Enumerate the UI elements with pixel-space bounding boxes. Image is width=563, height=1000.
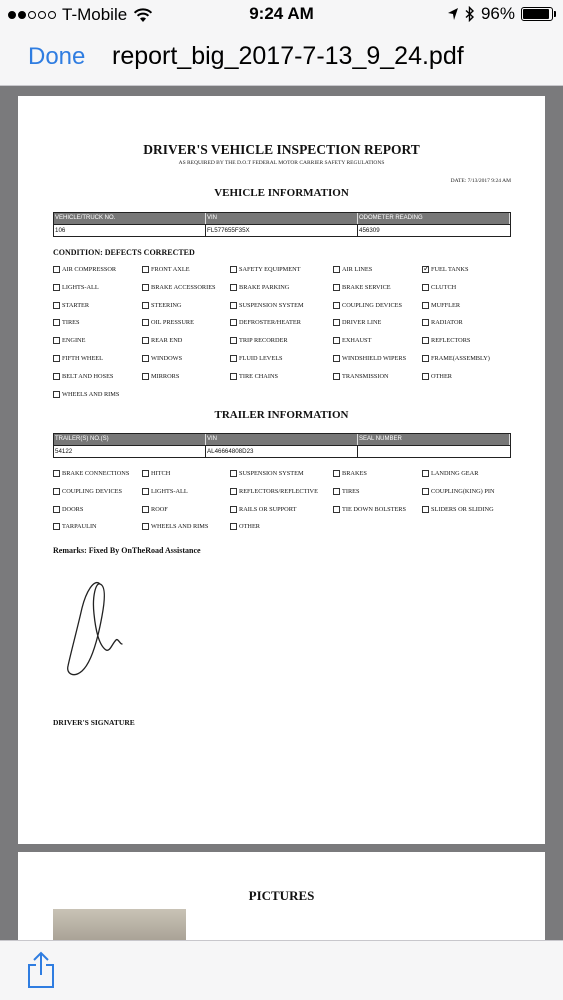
status-right xyxy=(447,4,553,24)
checkbox[interactable] xyxy=(333,355,340,362)
checkbox[interactable] xyxy=(333,470,340,477)
table-header: TRAILER(S) NO.(S) xyxy=(54,434,206,445)
checkbox[interactable] xyxy=(142,373,149,380)
checklist-item-label: COUPLING DEVICES xyxy=(62,487,122,495)
pdf-viewer[interactable] xyxy=(0,86,563,940)
checklist-item-label: TARPAULIN xyxy=(62,523,97,531)
checkbox[interactable] xyxy=(142,470,149,477)
table-cell xyxy=(358,445,510,457)
trailer-info-table xyxy=(53,433,511,458)
checkbox[interactable] xyxy=(333,488,340,495)
signature-image xyxy=(48,574,138,684)
checkbox[interactable] xyxy=(333,319,340,326)
pdf-page-1 xyxy=(18,96,545,844)
checklist-item-label: WINDOWS xyxy=(151,355,183,362)
checklist-item[interactable] xyxy=(230,373,278,380)
checkbox[interactable] xyxy=(142,284,149,291)
checklist-item-label: OTHER xyxy=(239,523,260,531)
checklist-item-label: BRAKE CONNECTIONS xyxy=(62,470,130,477)
checkbox[interactable] xyxy=(142,266,149,273)
checklist-item-label: FUEL TANKS xyxy=(431,266,469,273)
vehicle-info-title: VEHICLE INFORMATION xyxy=(214,187,349,199)
checklist-item[interactable] xyxy=(142,284,216,291)
table-cell: 54122 xyxy=(54,445,206,457)
checklist-item[interactable] xyxy=(333,266,372,273)
checkbox[interactable] xyxy=(230,337,237,344)
checklist-item-label: MIRRORS xyxy=(151,372,180,380)
table-header: ODOMETER READING xyxy=(358,213,510,224)
checklist-item-label: TIE DOWN BOLSTERS xyxy=(342,505,407,513)
checkbox[interactable] xyxy=(422,373,429,380)
checklist-item[interactable] xyxy=(142,337,182,344)
vehicle-info-table xyxy=(53,212,511,237)
checklist-item[interactable] xyxy=(53,302,89,309)
checklist-item[interactable] xyxy=(142,373,179,380)
checkbox[interactable] xyxy=(230,523,237,530)
checklist-item-label: BRAKE ACCESSORIES xyxy=(151,283,216,291)
checklist-item[interactable] xyxy=(333,373,389,380)
checkbox[interactable] xyxy=(53,523,60,530)
checklist-item-label: FRONT AXLE xyxy=(151,266,190,273)
battery-level xyxy=(523,9,549,19)
checklist-item-label: WHEELS AND RIMS xyxy=(151,523,209,531)
nav-bar xyxy=(0,30,563,86)
checklist-item-label: AIR COMPRESSOR xyxy=(62,266,117,273)
condition-title: CONDITION: DEFECTS CORRECTED xyxy=(53,248,195,257)
checkbox[interactable] xyxy=(230,506,237,513)
checklist-item-label: LANDING GEAR xyxy=(431,470,479,477)
checkbox[interactable] xyxy=(53,488,60,495)
checklist-item[interactable] xyxy=(333,470,367,477)
checkbox[interactable] xyxy=(422,506,429,513)
checklist-item-label: ENGINE xyxy=(62,337,86,345)
checklist-item[interactable] xyxy=(333,488,360,495)
status-time: 9:24 AM xyxy=(249,4,314,23)
checklist-item[interactable] xyxy=(230,355,283,362)
report-date: DATE: 7/13/2017 9:24 AM xyxy=(450,178,511,184)
checkbox[interactable] xyxy=(53,470,60,477)
share-icon[interactable] xyxy=(26,951,56,989)
checklist-item-label: FRAME(ASSEMBLY) xyxy=(431,355,490,362)
remarks: Remarks: Fixed By OnTheRoad Assistance xyxy=(53,546,201,555)
checklist-item[interactable] xyxy=(142,266,190,273)
checkbox[interactable] xyxy=(142,506,149,513)
checklist-item-label: DOORS xyxy=(62,505,84,513)
checklist-item-label: BRAKE PARKING xyxy=(239,283,290,291)
checklist-item[interactable] xyxy=(53,319,80,326)
checklist-item-label: SLIDERS OR SLIDING xyxy=(431,505,494,513)
checklist-item-label: TIRES xyxy=(62,319,80,327)
checklist-item-label: OTHER xyxy=(431,372,452,380)
checklist-item[interactable] xyxy=(142,355,182,362)
checklist-item-label: RADIATOR xyxy=(431,319,463,327)
checklist-item[interactable] xyxy=(53,391,119,398)
checklist-item-label: SAFETY EQUIPMENT xyxy=(239,266,301,273)
checklist-item[interactable] xyxy=(333,284,391,291)
checklist-item[interactable] xyxy=(422,337,470,344)
table-cell: AL46664808D23 xyxy=(206,445,358,457)
checkbox[interactable] xyxy=(142,523,149,530)
checklist-item[interactable] xyxy=(53,355,103,362)
table-cell: 456309 xyxy=(358,224,510,236)
checkbox[interactable] xyxy=(422,337,429,344)
checklist-item-label: RAILS OR SUPPORT xyxy=(239,505,297,513)
battery-percent: 96% xyxy=(480,4,515,23)
checklist-item[interactable] xyxy=(142,523,208,530)
checkbox[interactable] xyxy=(230,284,237,291)
checklist-item[interactable] xyxy=(333,506,406,513)
checklist-item[interactable] xyxy=(230,488,318,495)
checklist-item-label: AIR LINES xyxy=(342,266,373,273)
checklist-item[interactable] xyxy=(53,470,129,477)
checklist-item[interactable] xyxy=(422,266,468,273)
checklist-item-label: BELT AND HOSES xyxy=(62,372,114,380)
checkbox[interactable] xyxy=(53,373,60,380)
checkbox[interactable] xyxy=(422,488,429,495)
table-header: SEAL NUMBER xyxy=(358,434,510,445)
checklist-item-label: STEERING xyxy=(151,301,182,309)
table-header: VIN xyxy=(206,434,358,445)
checkbox[interactable] xyxy=(333,284,340,291)
checklist-item-label: DRIVER LINE xyxy=(342,319,382,327)
checkbox[interactable] xyxy=(142,302,149,309)
checkbox[interactable] xyxy=(333,373,340,380)
checklist-item-label: COUPLING DEVICES xyxy=(342,301,402,309)
checklist-item[interactable] xyxy=(53,266,116,273)
battery-icon xyxy=(521,7,553,21)
checkbox[interactable] xyxy=(333,337,340,344)
checklist-item[interactable] xyxy=(230,506,296,513)
trailer-info-title: TRAILER INFORMATION xyxy=(214,409,349,421)
checklist-item[interactable] xyxy=(53,337,85,344)
signature-label: DRIVER'S SIGNATURE xyxy=(53,718,135,727)
checklist-item[interactable] xyxy=(230,284,289,291)
table-header: VIN xyxy=(206,213,358,224)
checklist-item-label: SUSPENSION SYSTEM xyxy=(239,470,304,477)
checklist-item[interactable] xyxy=(422,506,494,513)
checklist-item-label: REFLECTORS/REFLECTIVE xyxy=(239,487,318,495)
pdf-page-2 xyxy=(18,852,545,940)
checklist-item[interactable] xyxy=(422,355,490,362)
inspection-photo xyxy=(53,909,186,940)
checklist-item[interactable] xyxy=(53,284,99,291)
checkbox[interactable] xyxy=(422,284,429,291)
checklist-item-label: FIFTH WHEEL xyxy=(62,355,103,362)
checkbox[interactable] xyxy=(422,470,429,477)
checkbox-checked[interactable] xyxy=(422,266,429,273)
checkbox[interactable] xyxy=(53,319,60,326)
checklist-item[interactable] xyxy=(53,506,83,513)
checkbox[interactable] xyxy=(422,319,429,326)
checklist-item-label: SUSPENSION SYSTEM xyxy=(239,301,304,309)
checklist-item-label: MUFFLER xyxy=(431,301,461,309)
table-cell: FL577655F35X xyxy=(206,224,358,236)
checklist-item[interactable] xyxy=(333,337,371,344)
checklist-item-label: TIRE CHAINS xyxy=(239,372,279,380)
checkbox[interactable] xyxy=(53,391,60,398)
checklist-item[interactable] xyxy=(422,488,495,495)
checklist-item-label: BRAKES xyxy=(342,470,367,477)
checklist-item-label: STARTER xyxy=(62,301,90,309)
checklist-item-label: LIGHTS-ALL xyxy=(151,487,188,495)
checkbox[interactable] xyxy=(230,302,237,309)
document-title: report_big_2017-7-13_9_24.pdf xyxy=(112,42,464,70)
checklist-item[interactable] xyxy=(422,319,463,326)
checklist-item-label: HITCH xyxy=(151,470,171,477)
checkbox[interactable] xyxy=(333,266,340,273)
checklist-item[interactable] xyxy=(422,302,460,309)
table-cell: 106 xyxy=(54,224,206,236)
checklist-item[interactable] xyxy=(230,319,301,326)
checkbox[interactable] xyxy=(142,355,149,362)
checklist-item-label: COUPLING(KING) PIN xyxy=(431,487,495,495)
checklist-item[interactable] xyxy=(230,337,288,344)
checklist-item-label: WINDSHIELD WIPERS xyxy=(342,355,407,362)
checklist-item[interactable] xyxy=(333,319,381,326)
checklist-item-label: BRAKE SERVICE xyxy=(342,283,391,291)
checkbox[interactable] xyxy=(53,337,60,344)
checkbox[interactable] xyxy=(422,302,429,309)
checklist-item-label: DEFROSTER/HEATER xyxy=(239,319,301,327)
checklist-item[interactable] xyxy=(53,373,113,380)
checkbox[interactable] xyxy=(422,355,429,362)
checklist-item[interactable] xyxy=(142,319,194,326)
carrier-name: T-Mobile xyxy=(62,5,128,24)
bluetooth-icon xyxy=(465,6,475,22)
checklist-item[interactable] xyxy=(142,488,188,495)
checkbox[interactable] xyxy=(230,373,237,380)
checklist-item-label: FLUID LEVELS xyxy=(239,355,283,362)
checklist-item-label: OIL PRESSURE xyxy=(151,319,194,327)
checklist-item-label: ROOF xyxy=(151,505,168,513)
checklist-item[interactable] xyxy=(422,470,478,477)
checklist-item[interactable] xyxy=(230,266,301,273)
checklist-item[interactable] xyxy=(53,488,122,495)
checklist-item[interactable] xyxy=(422,284,456,291)
table-header: VEHICLE/TRUCK NO. xyxy=(54,213,206,224)
checkbox[interactable] xyxy=(230,266,237,273)
checkbox[interactable] xyxy=(53,284,60,291)
checklist-item-label: WHEELS AND RIMS xyxy=(62,390,120,398)
status-bar xyxy=(0,0,563,30)
report-title: DRIVER'S VEHICLE INSPECTION REPORT xyxy=(143,142,420,157)
done-button[interactable]: Done xyxy=(28,43,86,70)
checkbox[interactable] xyxy=(230,488,237,495)
checklist-item[interactable] xyxy=(333,355,406,362)
checkbox[interactable] xyxy=(230,319,237,326)
checklist-item-label: EXHAUST xyxy=(342,337,372,345)
checklist-item-label: LIGHTS-ALL xyxy=(62,283,99,291)
checkbox[interactable] xyxy=(142,337,149,344)
checkbox[interactable] xyxy=(53,266,60,273)
checkbox[interactable] xyxy=(142,319,149,326)
checklist-item[interactable] xyxy=(230,523,260,530)
checklist-item-label: CLUTCH xyxy=(431,283,457,291)
pictures-title: PICTURES xyxy=(248,888,315,903)
checklist-item-label: TIRES xyxy=(342,487,360,495)
checkbox[interactable] xyxy=(142,488,149,495)
bottom-toolbar xyxy=(0,940,563,1000)
checkbox[interactable] xyxy=(333,506,340,513)
location-arrow-icon xyxy=(447,7,459,21)
checkbox[interactable] xyxy=(230,355,237,362)
checkbox[interactable] xyxy=(53,506,60,513)
checkbox[interactable] xyxy=(230,470,237,477)
checklist-item[interactable] xyxy=(53,523,97,530)
checkbox[interactable] xyxy=(53,302,60,309)
checklist-item[interactable] xyxy=(230,470,304,477)
checklist-item-label: TRANSMISSION xyxy=(342,372,389,380)
checkbox[interactable] xyxy=(333,302,340,309)
checklist-item-label: REFLECTORS xyxy=(431,337,471,345)
checklist-item[interactable] xyxy=(142,470,170,477)
report-subtitle: AS REQUIRED BY THE D.O.T FEDERAL MOTOR CARRIER SAFETY REGULATIONS xyxy=(178,160,385,166)
checkbox[interactable] xyxy=(53,355,60,362)
checklist-item[interactable] xyxy=(142,506,168,513)
checklist-item-label: TRIP RECORDER xyxy=(239,337,288,345)
checklist-item-label: REAR END xyxy=(151,337,183,345)
checklist-item[interactable] xyxy=(333,302,402,309)
checklist-item[interactable] xyxy=(230,302,304,309)
checklist-item[interactable] xyxy=(142,302,181,309)
checklist-item[interactable] xyxy=(422,373,452,380)
